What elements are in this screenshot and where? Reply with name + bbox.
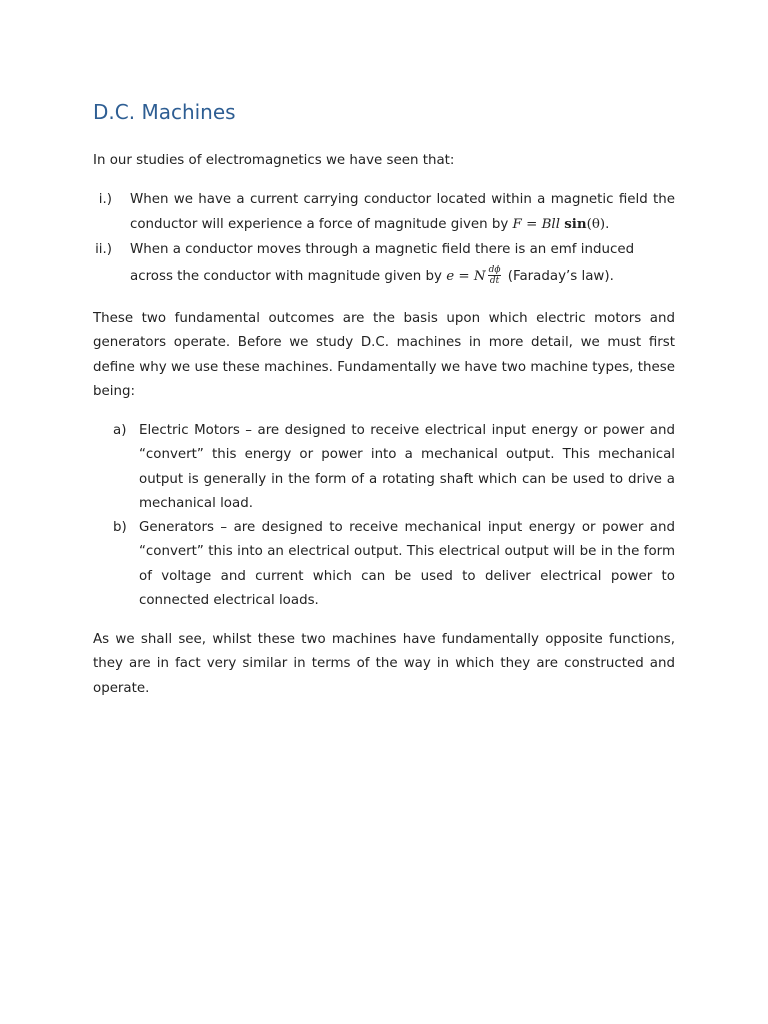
list-item-ii <box>80 238 675 292</box>
list-item-text: When we have a current carrying conductor located within a magnetic field the conductor will experience a force of magnitude given by <box>130 192 675 233</box>
page-title: D.C. Machines <box>93 100 236 124</box>
list-marker: i.) <box>98 192 112 207</box>
list-item-a <box>93 419 675 516</box>
list-item-text-line2: across the conductor with magnitude given by e = N $\frac{d\phi}{dt}$ (Faraday’s law). <box>130 265 614 287</box>
alpha-list <box>93 419 675 613</box>
emf-equation: e = N <box>446 268 486 284</box>
list-item-text: Electric Motors – are designed to receive electrical input energy or power and “convert” this energy or power into a mechanical output. This mechanical output is generally in the form of a rotating shaft which can be used to drive a mechanical load. <box>139 423 675 511</box>
list-item-i: i.) When we have a current carrying conductor located within a magnetic field the conductor will experience a force of magnitude given by F = Bll sin(θ). <box>80 188 675 238</box>
list-item-text: When a conductor moves through a magnetic field there is an emf induced <box>130 241 635 257</box>
list-marker: ii.) <box>95 241 112 257</box>
roman-list <box>80 188 675 292</box>
body-paragraph: These two fundamental outcomes are the basis upon which electric motors and generators operate. Before we study D.C. machines in more detail, we must first define why we use these machines. Fundamentally we have two machine types, these being: <box>93 311 675 399</box>
force-equation: F = Bll sin(θ) <box>512 216 606 233</box>
list-marker: b) <box>113 520 127 536</box>
list-item-text: Generators – are designed to receive mechanical input energy or power and “convert” this into an electrical output. This electrical output will be in the form of voltage and current which can be used to deliver electrical power to connected electrical loads. <box>139 520 675 609</box>
list-marker: a) <box>113 423 127 438</box>
intro-paragraph: In our studies of electromagnetics we have seen that: <box>93 153 455 168</box>
derivative-fraction: $\frac{d\phi}{dt}$ <box>488 265 501 287</box>
list-item-b <box>93 516 675 613</box>
closing-paragraph: As we shall see, whilst these two machines have fundamentally opposite functions, they are in fact very similar in terms of the way in which they are constructed and operate. <box>93 632 675 696</box>
